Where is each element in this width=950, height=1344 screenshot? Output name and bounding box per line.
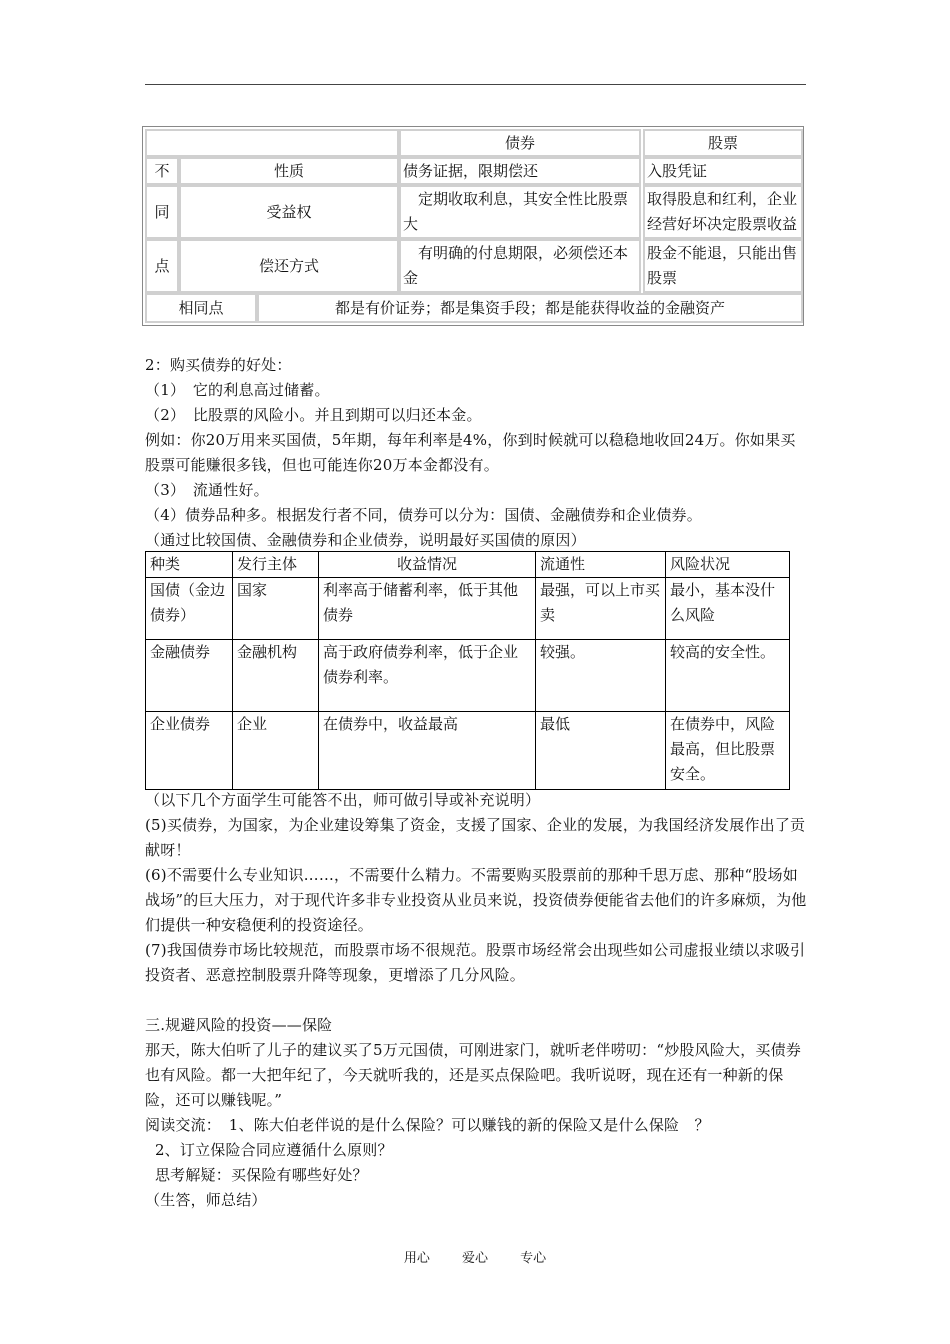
teacher-note: （以下几个方面学生可能答不出，师可做引导或补充说明） [145,791,541,809]
benefit-6: (6)不需要什么专业知识……，不需要什么精力。不需要购买股票前的那种千思万虑、那种“股场如战场”的巨大压力，对于现代许多非专业投资从业员来说，投资债券便能省去他们的许多麻烦，为他们提供一种安稳便利的投资途径。 [145,866,807,934]
th-kind: 种类 [146,552,233,578]
header-stock: 股票 [643,129,803,157]
bond-nature: 债务证据，限期偿还 [399,157,641,185]
cell-kind: 国债（金边债券） [146,578,233,640]
cell-issuer: 金融机构 [233,640,319,712]
table-row [146,640,790,712]
insurance-title: 三.规避风险的投资——保险 [145,1016,333,1034]
cell-issuer: 企业 [233,712,319,790]
footer-item: 爱心 [461,1251,488,1266]
reading-question-2: 2、订立保险合同应遵循什么原则？ [145,1141,393,1159]
bond-kinds-table [145,551,790,790]
header-bond: 债券 [399,129,641,157]
answer-note: （生答，师总结） [145,1191,267,1209]
benefit-7: (7)我国债券市场比较规范，而股票市场不很规范。股票市场经常会出现些如公司虚报业绩以求吸引投资者、恶意控制股票升降等现象，更增添了几分风险。 [145,941,806,984]
aspect-benefit: 受益权 [179,185,399,239]
th-liquidity: 流通性 [536,552,666,578]
stock-nature: 入股凭证 [643,157,803,185]
same-text: 都是有价证券；都是集资手段；都是能获得收益的金融资产 [257,293,803,323]
thinking-question: 思考解疑：买保险有哪些好处？ [145,1166,368,1184]
cell-yield: 利率高于储蓄利率，低于其他债券 [319,578,536,640]
compare-table [142,126,804,326]
benefits-section [145,353,810,553]
more-benefits-section [145,788,810,988]
bond-benefit: 定期收取利息，其安全性比股票大 [399,185,641,239]
diff-label-1: 不 [145,157,179,185]
cell-liquidity: 较强。 [536,640,666,712]
cell-risk: 在债券中，风险最高，但比股票安全。 [666,712,790,790]
cell-risk: 最小，基本没什么风险 [666,578,790,640]
diff-label-2: 同 [145,185,179,239]
cell-liquidity: 最强，可以上市买卖 [536,578,666,640]
stock-repay: 股金不能退，只能出售股票 [643,239,803,293]
benefit-2: （2） 比股票的风险小。并且到期可以归还本金。 [145,406,482,424]
table-row [146,712,790,790]
insurance-section [145,1013,810,1213]
benefit-4: （4）债券品种多。根据发行者不同，债券可以分为：国债、金融债券和企业债券。 [145,506,702,524]
aspect-nature: 性质 [179,157,399,185]
cell-kind: 企业债券 [146,712,233,790]
benefit-5: (5)买债券，为国家，为企业建设筹集了资金，支援了国家、企业的发展，为我国经济发展作出了贡献呀！ [145,816,806,859]
reading-question-1: 阅读交流： 1、陈大伯老伴说的是什么保险？可以赚钱的新的保险又是什么保险 ？ [145,1116,710,1134]
header-rule [145,84,806,85]
table-header-row [146,552,790,578]
th-issuer: 发行主体 [233,552,319,578]
benefit-example: 例如：你20万用来买国债，5年期，每年利率是4%，你到时候就可以稳稳地收回24万。你如果买股票可能赚很多钱，但也可能连你20万本金都没有。 [145,431,796,474]
cell-yield: 在债券中，收益最高 [319,712,536,790]
benefits-title: 2：购买债券的好处： [145,356,292,374]
footer-item: 专心 [520,1251,547,1266]
bond-repay: 有明确的付息期限，必须偿还本金 [399,239,641,293]
cell-issuer: 国家 [233,578,319,640]
cell-liquidity: 最低 [536,712,666,790]
aspect-repay: 偿还方式 [179,239,399,293]
benefit-3: （3） 流通性好。 [145,481,269,499]
insurance-story: 那天，陈大伯听了儿子的建议买了5万元国债，可刚进家门，就听老伴唠叨：“炒股风险大，买债券也有风险。都一大把年纪了，今天就听我的，还是买点保险吧。我听说呀，现在还有一种新的保险，还可以赚钱呢。” [145,1041,802,1109]
th-risk: 风险状况 [666,552,790,578]
benefit-1: （1） 它的利息高过储蓄。 [145,381,330,399]
diff-label-3: 点 [145,239,179,293]
compare-note: （通过比较国债、金融债券和企业债券，说明最好买国债的原因） [145,531,586,549]
footer-item: 用心 [403,1251,430,1266]
cell-yield: 高于政府债券利率，低于企业债券利率。 [319,640,536,712]
blank-header-cell [145,129,399,157]
same-label: 相同点 [145,293,257,323]
cell-risk: 较高的安全性。 [666,640,790,712]
page-footer [0,1247,950,1266]
cell-kind: 金融债券 [146,640,233,712]
table-row [146,578,790,640]
stock-benefit: 取得股息和红利，企业经营好坏决定股票收益 [643,185,803,239]
th-yield: 收益情况 [319,552,536,578]
